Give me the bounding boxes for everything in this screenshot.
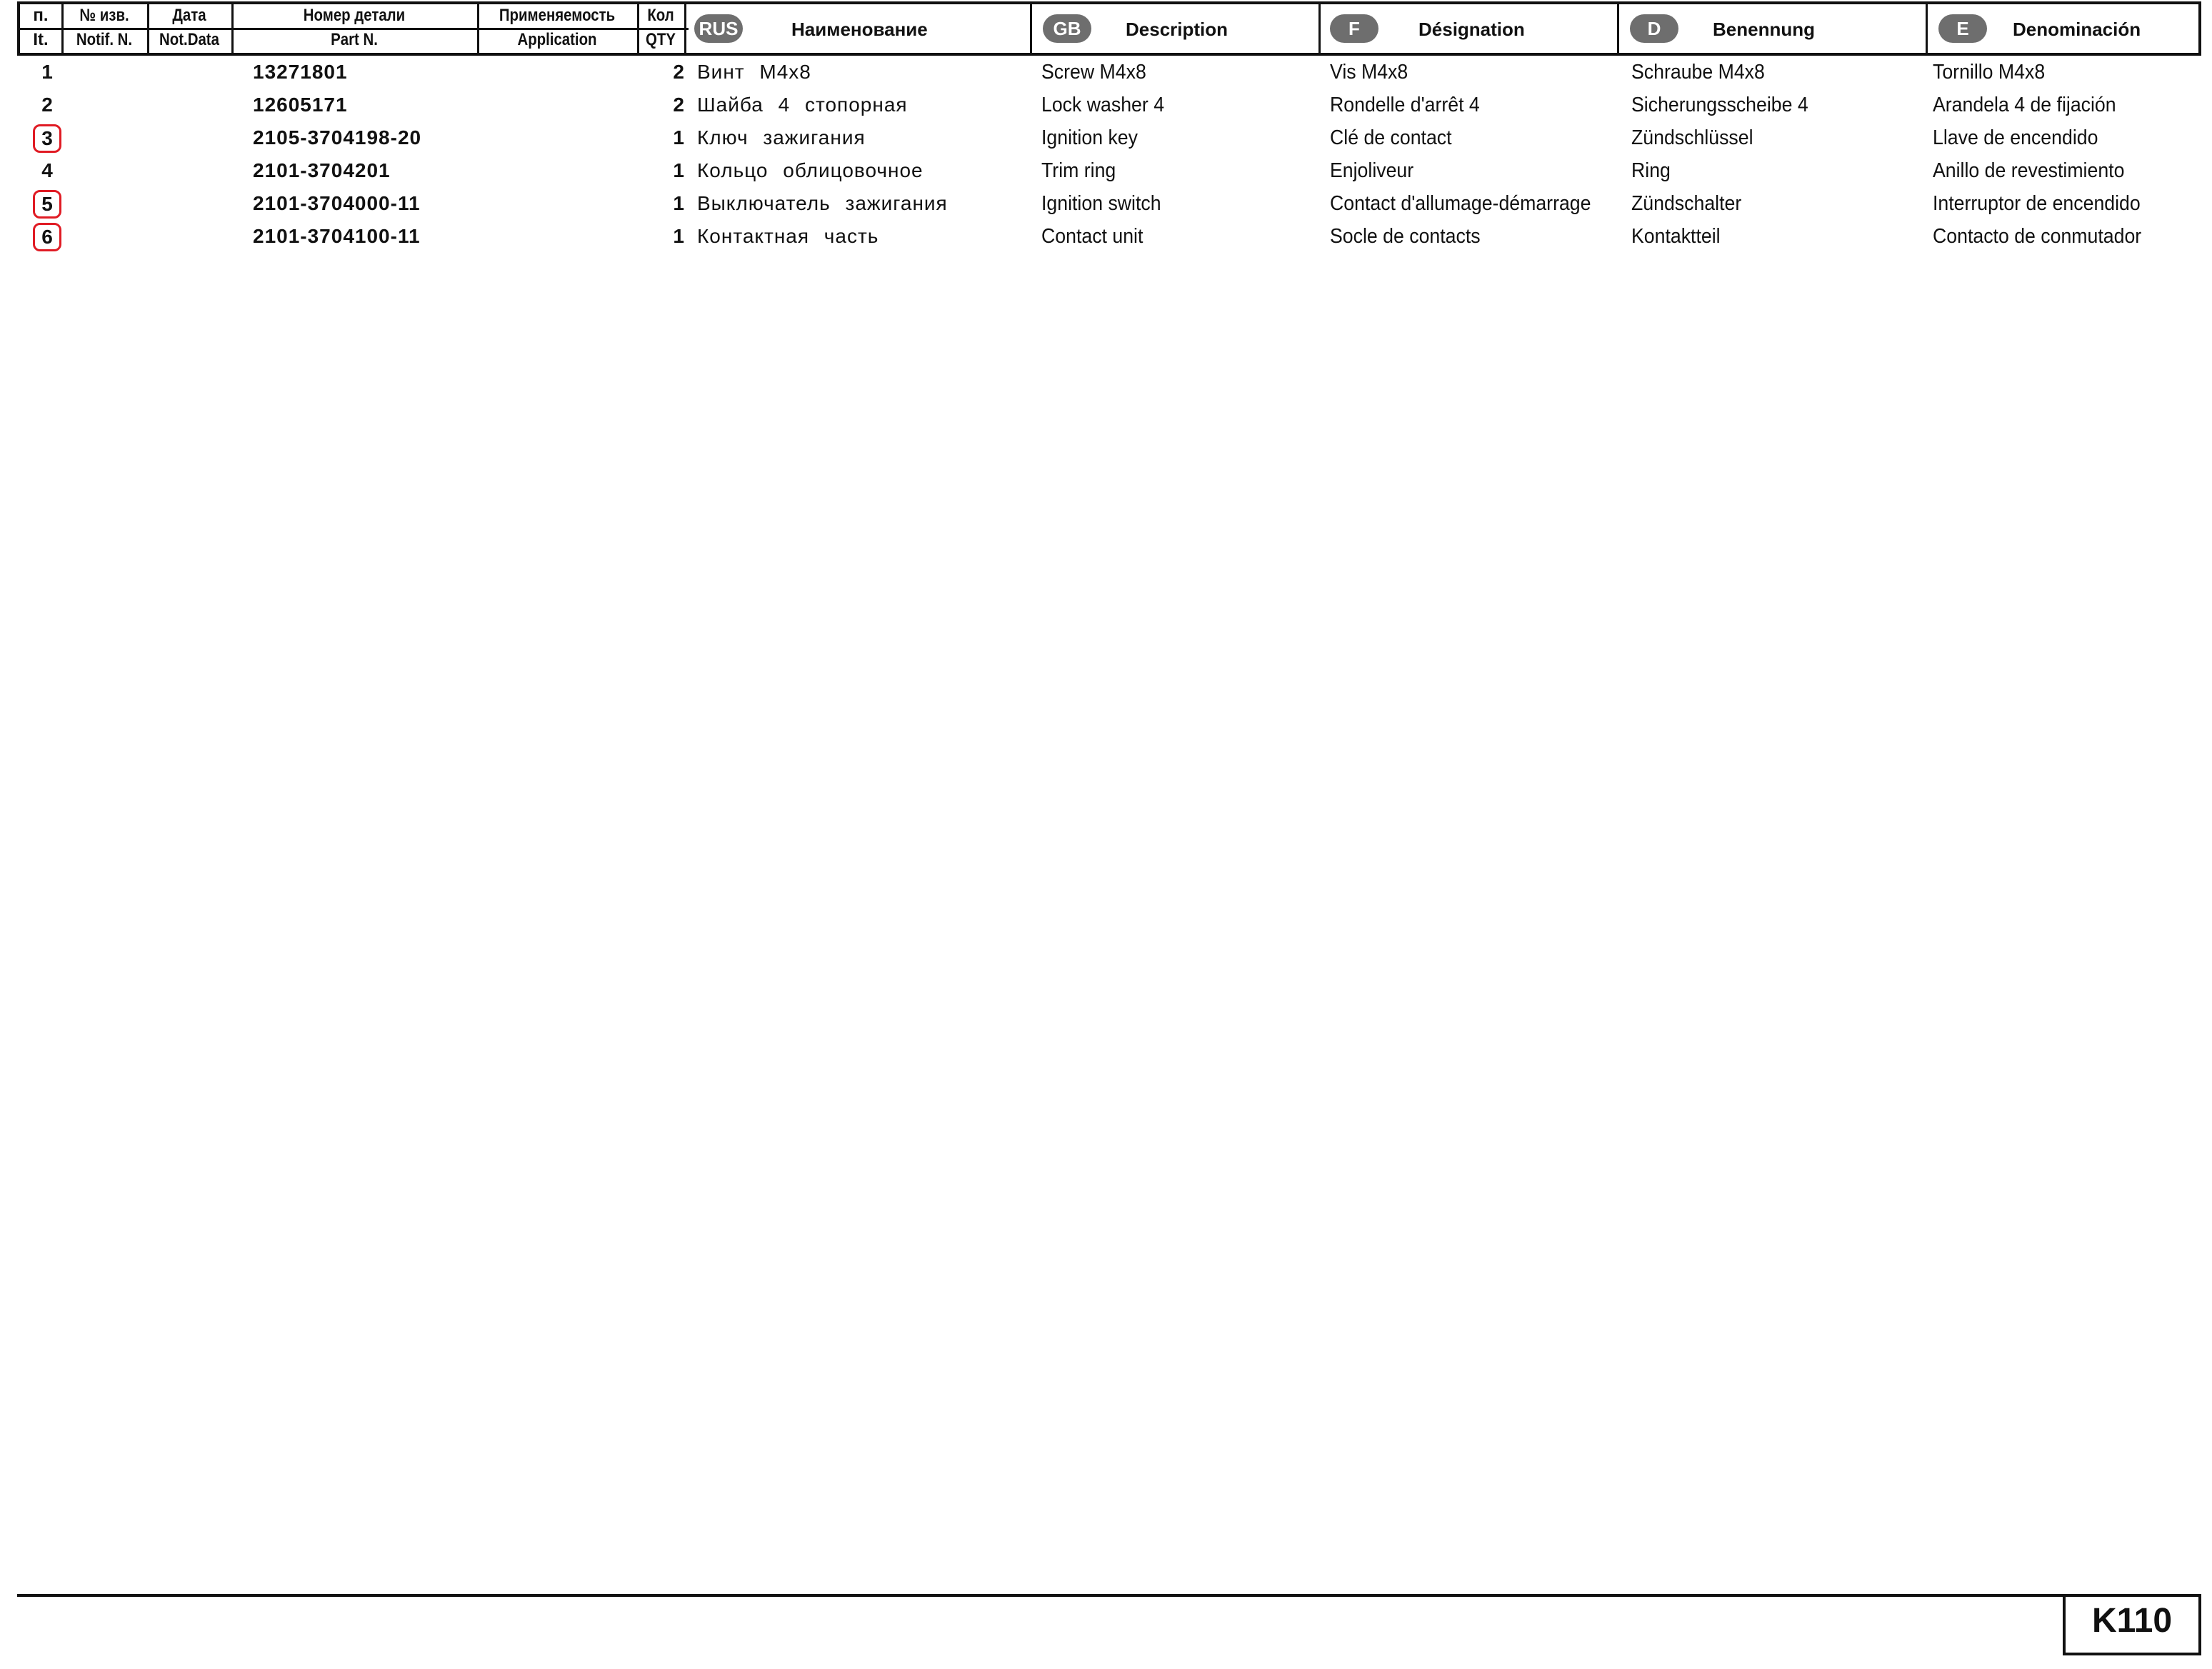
page-label: K110 [2063,1595,2201,1655]
row-gb: Ignition key [1041,126,1138,149]
row-rus: Контактная часть [697,225,879,247]
row-gb: Lock washer 4 [1041,94,1165,116]
row-gb: Contact unit [1041,225,1143,248]
row-part: 13271801 [253,61,348,83]
row-e: Tornillo M4x8 [1933,61,2046,84]
row-part: 2105-3704198-20 [253,126,422,149]
row-rus: Шайба 4 стопорная [697,94,908,116]
e-flag-icon: E [1938,14,1987,43]
row-e: Anillo de revestimiento [1933,159,2125,182]
row-gb: Ignition switch [1041,192,1161,215]
row-item-highlighted: 3 [33,124,61,153]
f-flag-icon: F [1330,14,1378,43]
row-qty: 1 [673,126,684,149]
row-part: 2101-3704100-11 [253,225,421,247]
row-f: Contact d'allumage-démarrage [1330,192,1591,215]
row-e: Contacto de conmutador [1933,225,2142,248]
header-part-ru: Номер детали [303,6,406,25]
row-f: Enjoliveur [1330,159,1414,182]
row-item: 1 [41,61,53,83]
row-d: Sicherungsscheibe 4 [1631,94,1808,116]
column-divider [1318,4,1321,53]
row-qty: 1 [673,225,684,247]
row-e: Llave de encendido [1933,126,2098,149]
row-qty: 2 [673,94,684,116]
row-qty: 1 [673,159,684,181]
row-e: Interruptor de encendido [1933,192,2141,215]
row-e: Arandela 4 de fijación [1933,94,2116,116]
header-item-ru: п. [33,6,49,25]
row-f: Clé de contact [1330,126,1452,149]
table-header [17,1,2201,56]
row-part: 12605171 [253,94,348,116]
header-e-title: Denominación [2013,19,2141,40]
header-date-en: Not.Data [159,30,219,49]
header-part-en: Part N. [331,30,378,49]
row-f: Socle de contacts [1330,225,1481,248]
row-item: 2 [41,94,53,116]
row-part: 2101-3704000-11 [253,192,421,214]
row-rus: Выключатель зажигания [697,192,948,214]
column-divider [1617,4,1619,53]
column-divider [1030,4,1032,53]
header-notif-ru: № изв. [79,6,129,25]
row-d: Kontaktteil [1631,225,1721,248]
column-divider [1926,4,1928,53]
header-rus-title: Наименование [791,19,928,40]
row-item: 4 [41,159,53,181]
row-qty: 1 [673,192,684,214]
row-d: Ring [1631,159,1671,182]
row-item-highlighted: 5 [33,190,61,219]
header-application-en: Application [517,30,597,49]
row-item-highlighted: 6 [33,223,61,251]
header-date-ru: Дата [172,6,206,25]
header-qty-ru: Кол [647,6,674,25]
row-qty: 2 [673,61,684,83]
row-d: Zündschalter [1631,192,1742,215]
header-notif-en: Notif. N. [76,30,133,49]
d-flag-icon: D [1630,14,1678,43]
footer-rule [17,1594,2201,1597]
row-rus: Кольцо облицовочное [697,159,924,181]
row-gb: Trim ring [1041,159,1116,182]
gb-flag-icon: GB [1043,14,1091,43]
header-application-ru: Применяемость [499,6,616,25]
row-d: Zündschlüssel [1631,126,1753,149]
row-gb: Screw M4x8 [1041,61,1146,84]
header-gb-title: Description [1126,19,1228,40]
row-d: Schraube M4x8 [1631,61,1765,84]
header-d-title: Benennung [1713,19,1815,40]
row-f: Vis M4x8 [1330,61,1408,84]
row-part: 2101-3704201 [253,159,391,181]
header-f-title: Désignation [1418,19,1525,40]
header-item-en: It. [33,30,49,49]
rus-flag-icon: RUS [694,14,743,43]
row-f: Rondelle d'arrêt 4 [1330,94,1480,116]
row-rus: Винт М4х8 [697,61,811,83]
row-rus: Ключ зажигания [697,126,866,149]
header-qty-en: QTY [646,30,676,49]
